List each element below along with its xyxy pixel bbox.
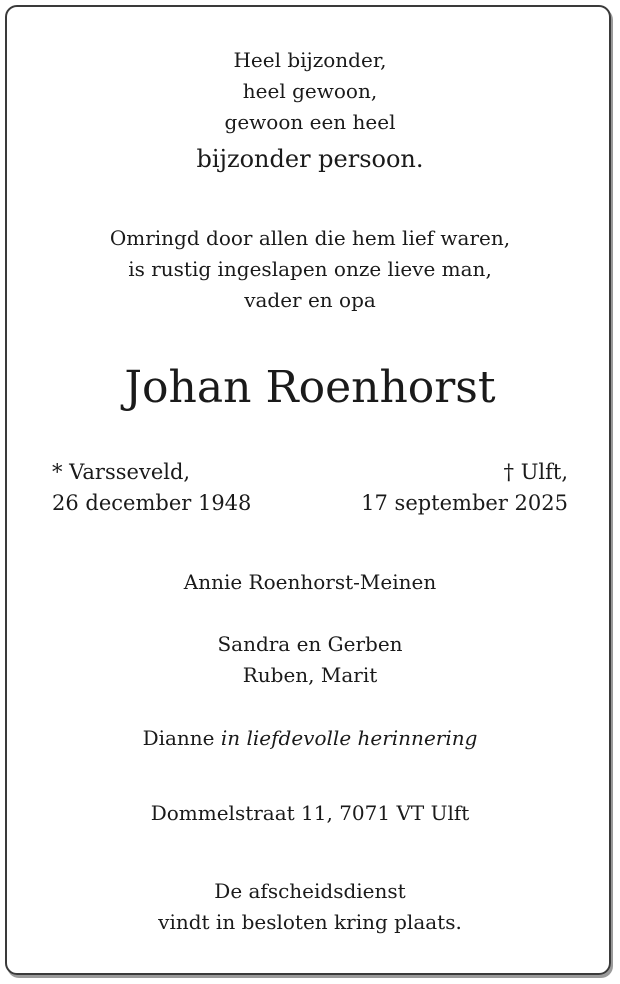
service-line-1: De afscheidsdienst	[214, 879, 406, 903]
birth-place: * Varsseveld,	[52, 460, 191, 484]
address: Dommelstraat 11, 7071 VT Ulft	[150, 801, 470, 825]
remembered-note: in liefdevolle herinnering	[220, 726, 478, 750]
children-names: Sandra en Gerben	[217, 632, 403, 656]
spouse-name: Annie Roenhorst-Meinen	[183, 570, 437, 594]
poem-line-3: gewoon een heel	[224, 110, 396, 134]
service-line-2: vindt in besloten kring plaats.	[158, 910, 462, 934]
birth-date: 26 december 1948	[52, 491, 252, 515]
intro-line-1: Omringd door allen die hem lief waren,	[109, 226, 511, 250]
grandchildren-names: Ruben, Marit	[242, 663, 378, 687]
remembered-line	[0, 728, 620, 748]
poem-line-2: heel gewoon,	[242, 79, 378, 103]
intro-line-3: vader en opa	[244, 288, 376, 312]
poem-line-4: bijzonder persoon.	[196, 145, 424, 173]
intro-line-2: is rustig ingeslapen onze lieve man,	[128, 257, 492, 281]
poem-line-1: Heel bijzonder,	[233, 48, 387, 72]
death-date: 17 september 2025	[361, 491, 568, 515]
deceased-name: Johan Roenhorst	[124, 362, 496, 413]
remembered-name: Dianne	[142, 726, 215, 750]
death-place: † Ulft,	[503, 460, 568, 484]
